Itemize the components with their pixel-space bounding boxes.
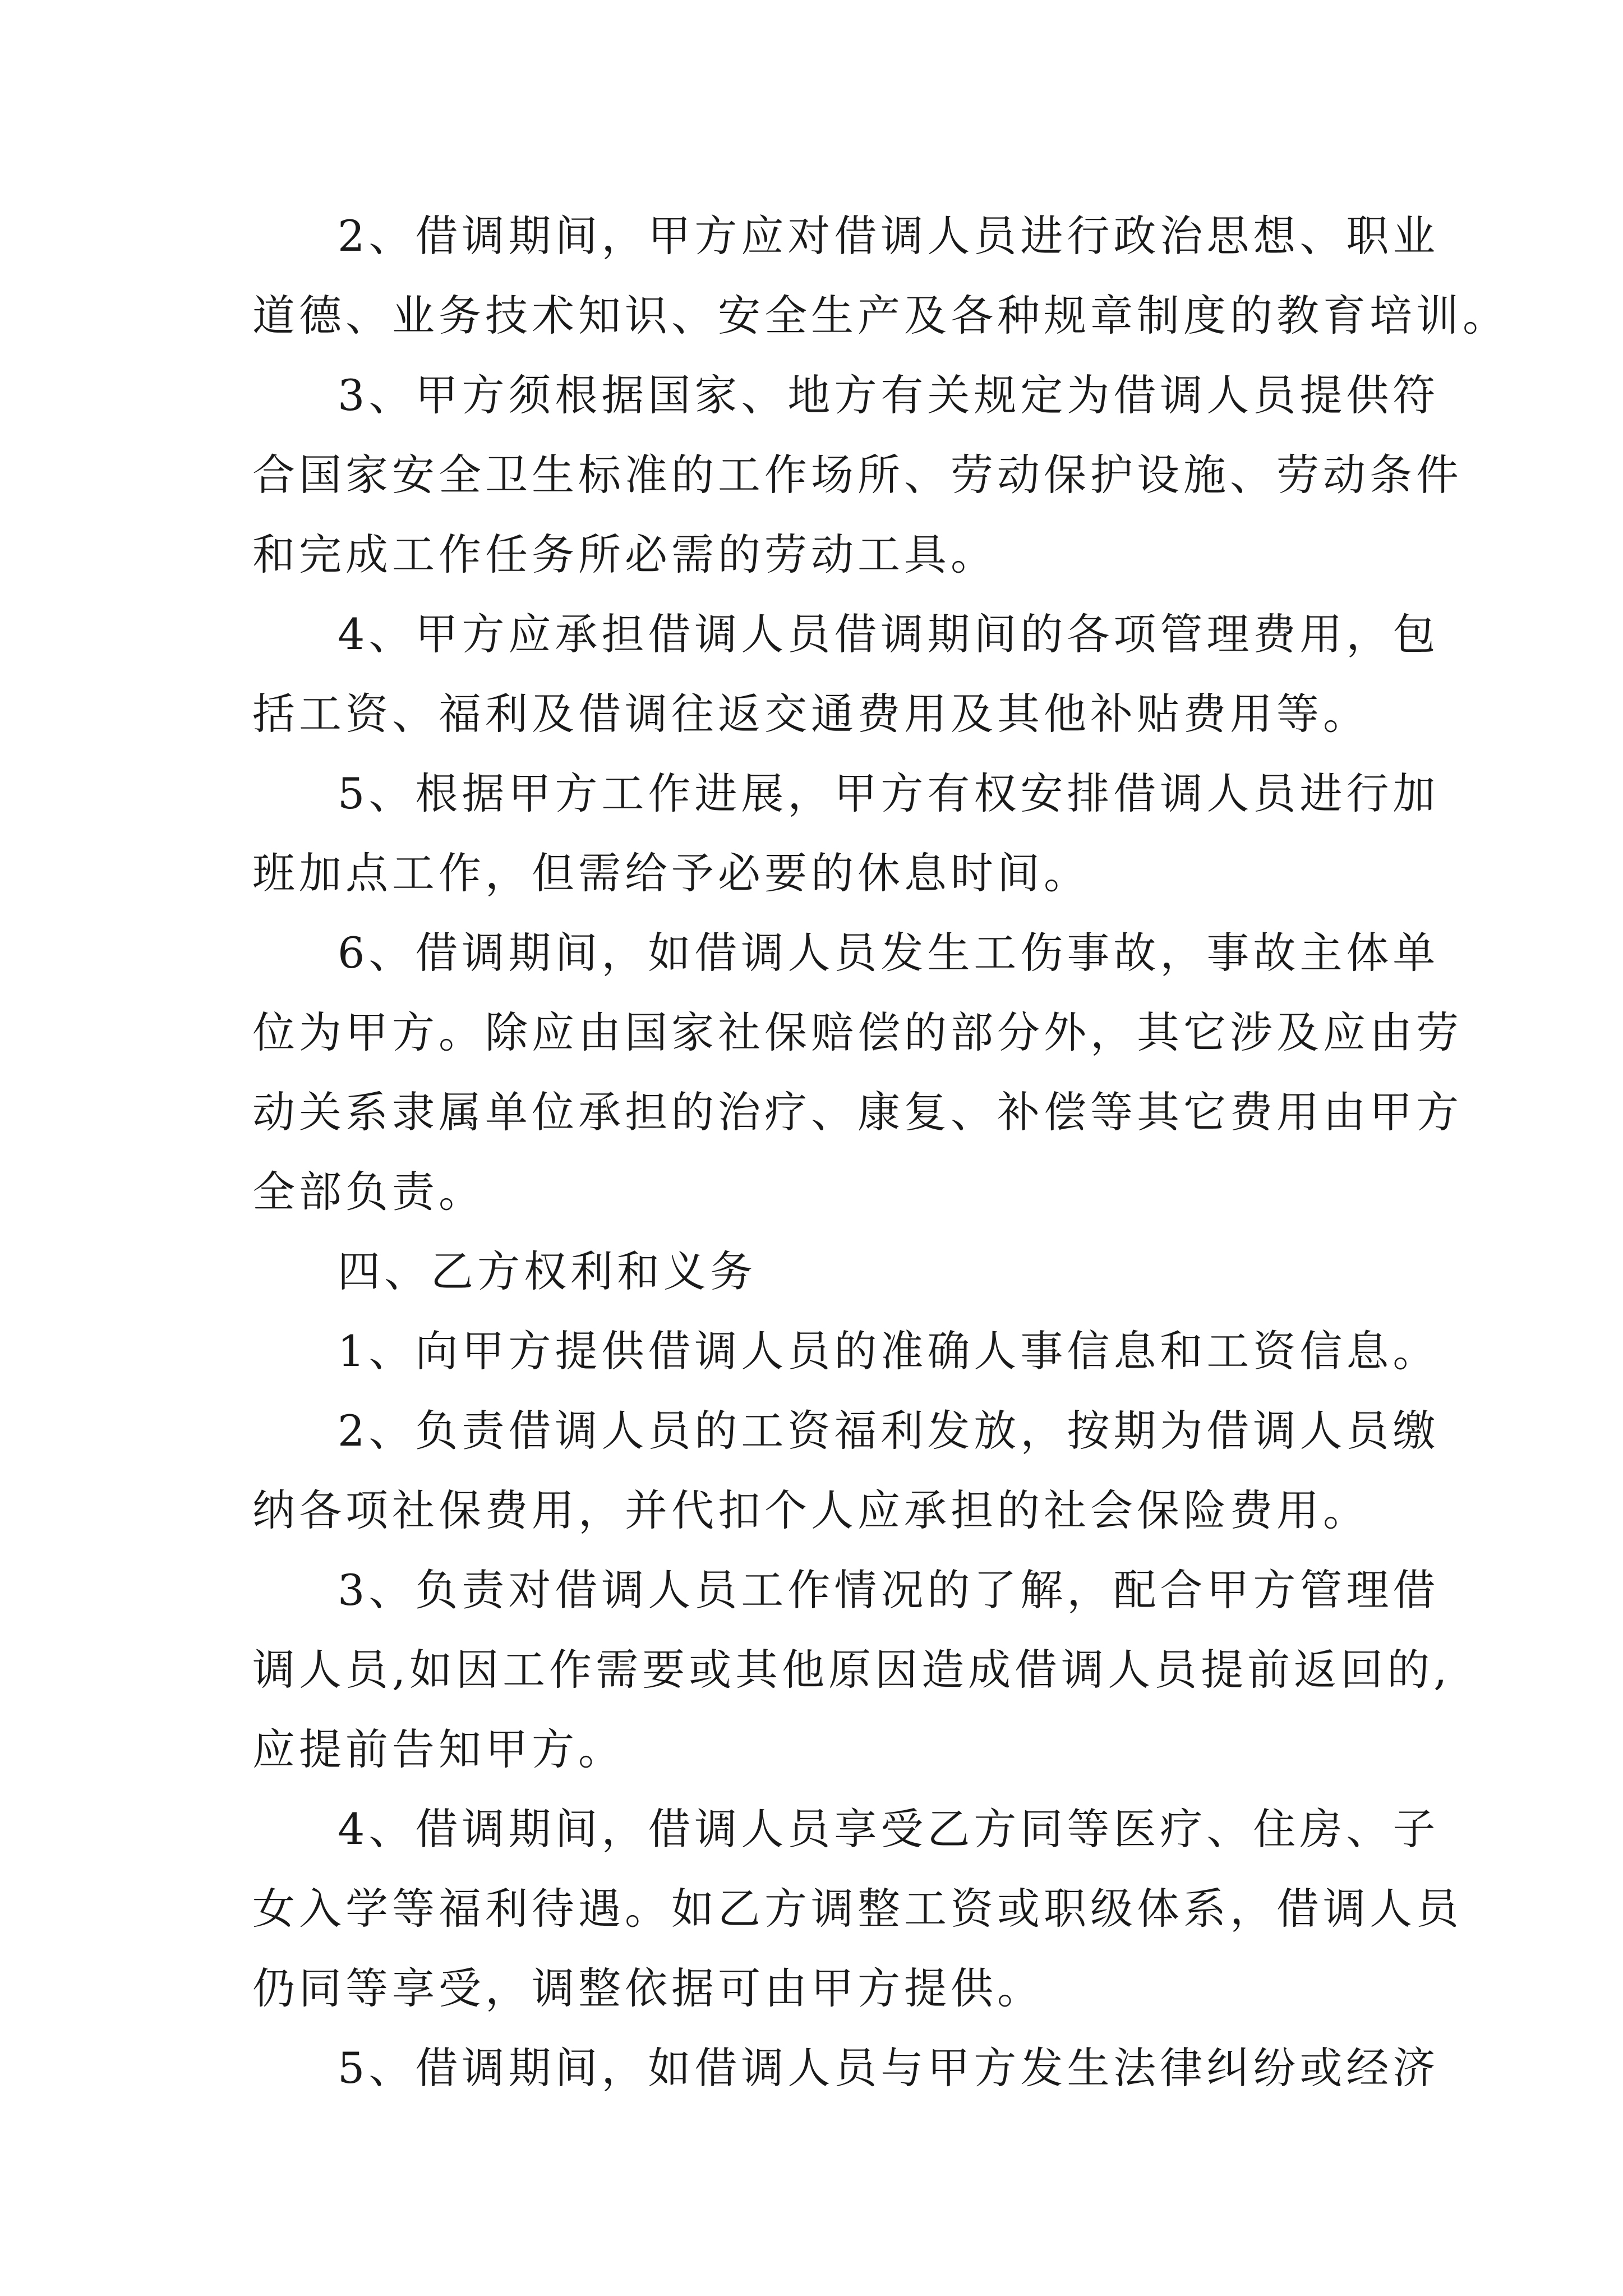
text-line: 班加点工作，但需给予必要的休息时间。 [252, 848, 1090, 898]
paragraph-party-a-injury [252, 913, 1463, 1232]
text-line: 仍同等享受，调整依据可由甲方提供。 [252, 1963, 1044, 2013]
paragraph-party-b-benefits [252, 1789, 1463, 2028]
text-line: 位为甲方。除应由国家社保赔偿的部分外，其它涉及应由劳 [252, 1007, 1463, 1057]
text-line: 1、向甲方提供借调人员的准确人事信息和工资信息。 [338, 1326, 1440, 1376]
text-line: 全部负责。 [252, 1167, 485, 1217]
text-line: 3、甲方须根据国家、地方有关规定为借调人员提供符 [338, 370, 1440, 420]
text-line: 5、根据甲方工作进展，甲方有权安排借调人员进行加 [338, 769, 1440, 818]
paragraph-party-a-expenses [252, 595, 1440, 754]
text-line: 调人员,如因工作需要或其他原因造成借调人员提前返回的, [252, 1645, 1451, 1695]
text-line: 2、负责借调人员的工资福利发放，按期为借调人员缴 [338, 1406, 1440, 1456]
text-line: 3、负责对借调人员工作情况的了解，配合甲方管理借 [338, 1565, 1440, 1615]
text-line: 2、借调期间，甲方应对借调人员进行政治思想、职业 [338, 211, 1440, 261]
text-line: 6、借调期间，如借调人员发生工伤事故，事故主体单 [338, 928, 1440, 978]
text-line: 动关系隶属单位承担的治疗、康复、补偿等其它费用由甲方 [252, 1087, 1463, 1137]
text-line: 应提前告知甲方。 [252, 1724, 625, 1774]
section-heading-party-b [252, 1232, 1391, 1312]
text-line: 4、借调期间，借调人员享受乙方同等医疗、住房、子 [338, 1804, 1440, 1854]
text-line: 括工资、福利及借调往返交通费用及其他补贴费用等。 [252, 689, 1370, 739]
paragraph-party-a-training [252, 196, 1509, 356]
text-line: 和完成工作任务所必需的劳动工具。 [252, 530, 997, 579]
paragraph-party-b-disputes [252, 2028, 1440, 2108]
paragraph-party-a-workplace [252, 356, 1463, 595]
text-line: 纳各项社保费用，并代扣个人应承担的社会保险费用。 [252, 1485, 1370, 1535]
text-line: 合国家安全卫生标准的工作场所、劳动保护设施、劳动条件 [252, 450, 1463, 500]
paragraph-party-b-info [252, 1312, 1440, 1391]
paragraph-party-a-overtime [252, 754, 1440, 913]
paragraph-party-b-management [252, 1550, 1451, 1789]
text-line: 女入学等福利待遇。如乙方调整工资或职级体系，借调人员 [252, 1884, 1463, 1934]
document-body [252, 196, 1509, 2108]
section-heading-text: 四、乙方权利和义务 [338, 1246, 757, 1296]
text-line: 4、甲方应承担借调人员借调期间的各项管理费用，包 [338, 609, 1440, 659]
paragraph-party-b-salary [252, 1391, 1440, 1550]
text-line: 道德、业务技术知识、安全生产及各种规章制度的教育培训。 [252, 291, 1509, 341]
text-line: 5、借调期间，如借调人员与甲方发生法律纠纷或经济 [338, 2043, 1440, 2093]
